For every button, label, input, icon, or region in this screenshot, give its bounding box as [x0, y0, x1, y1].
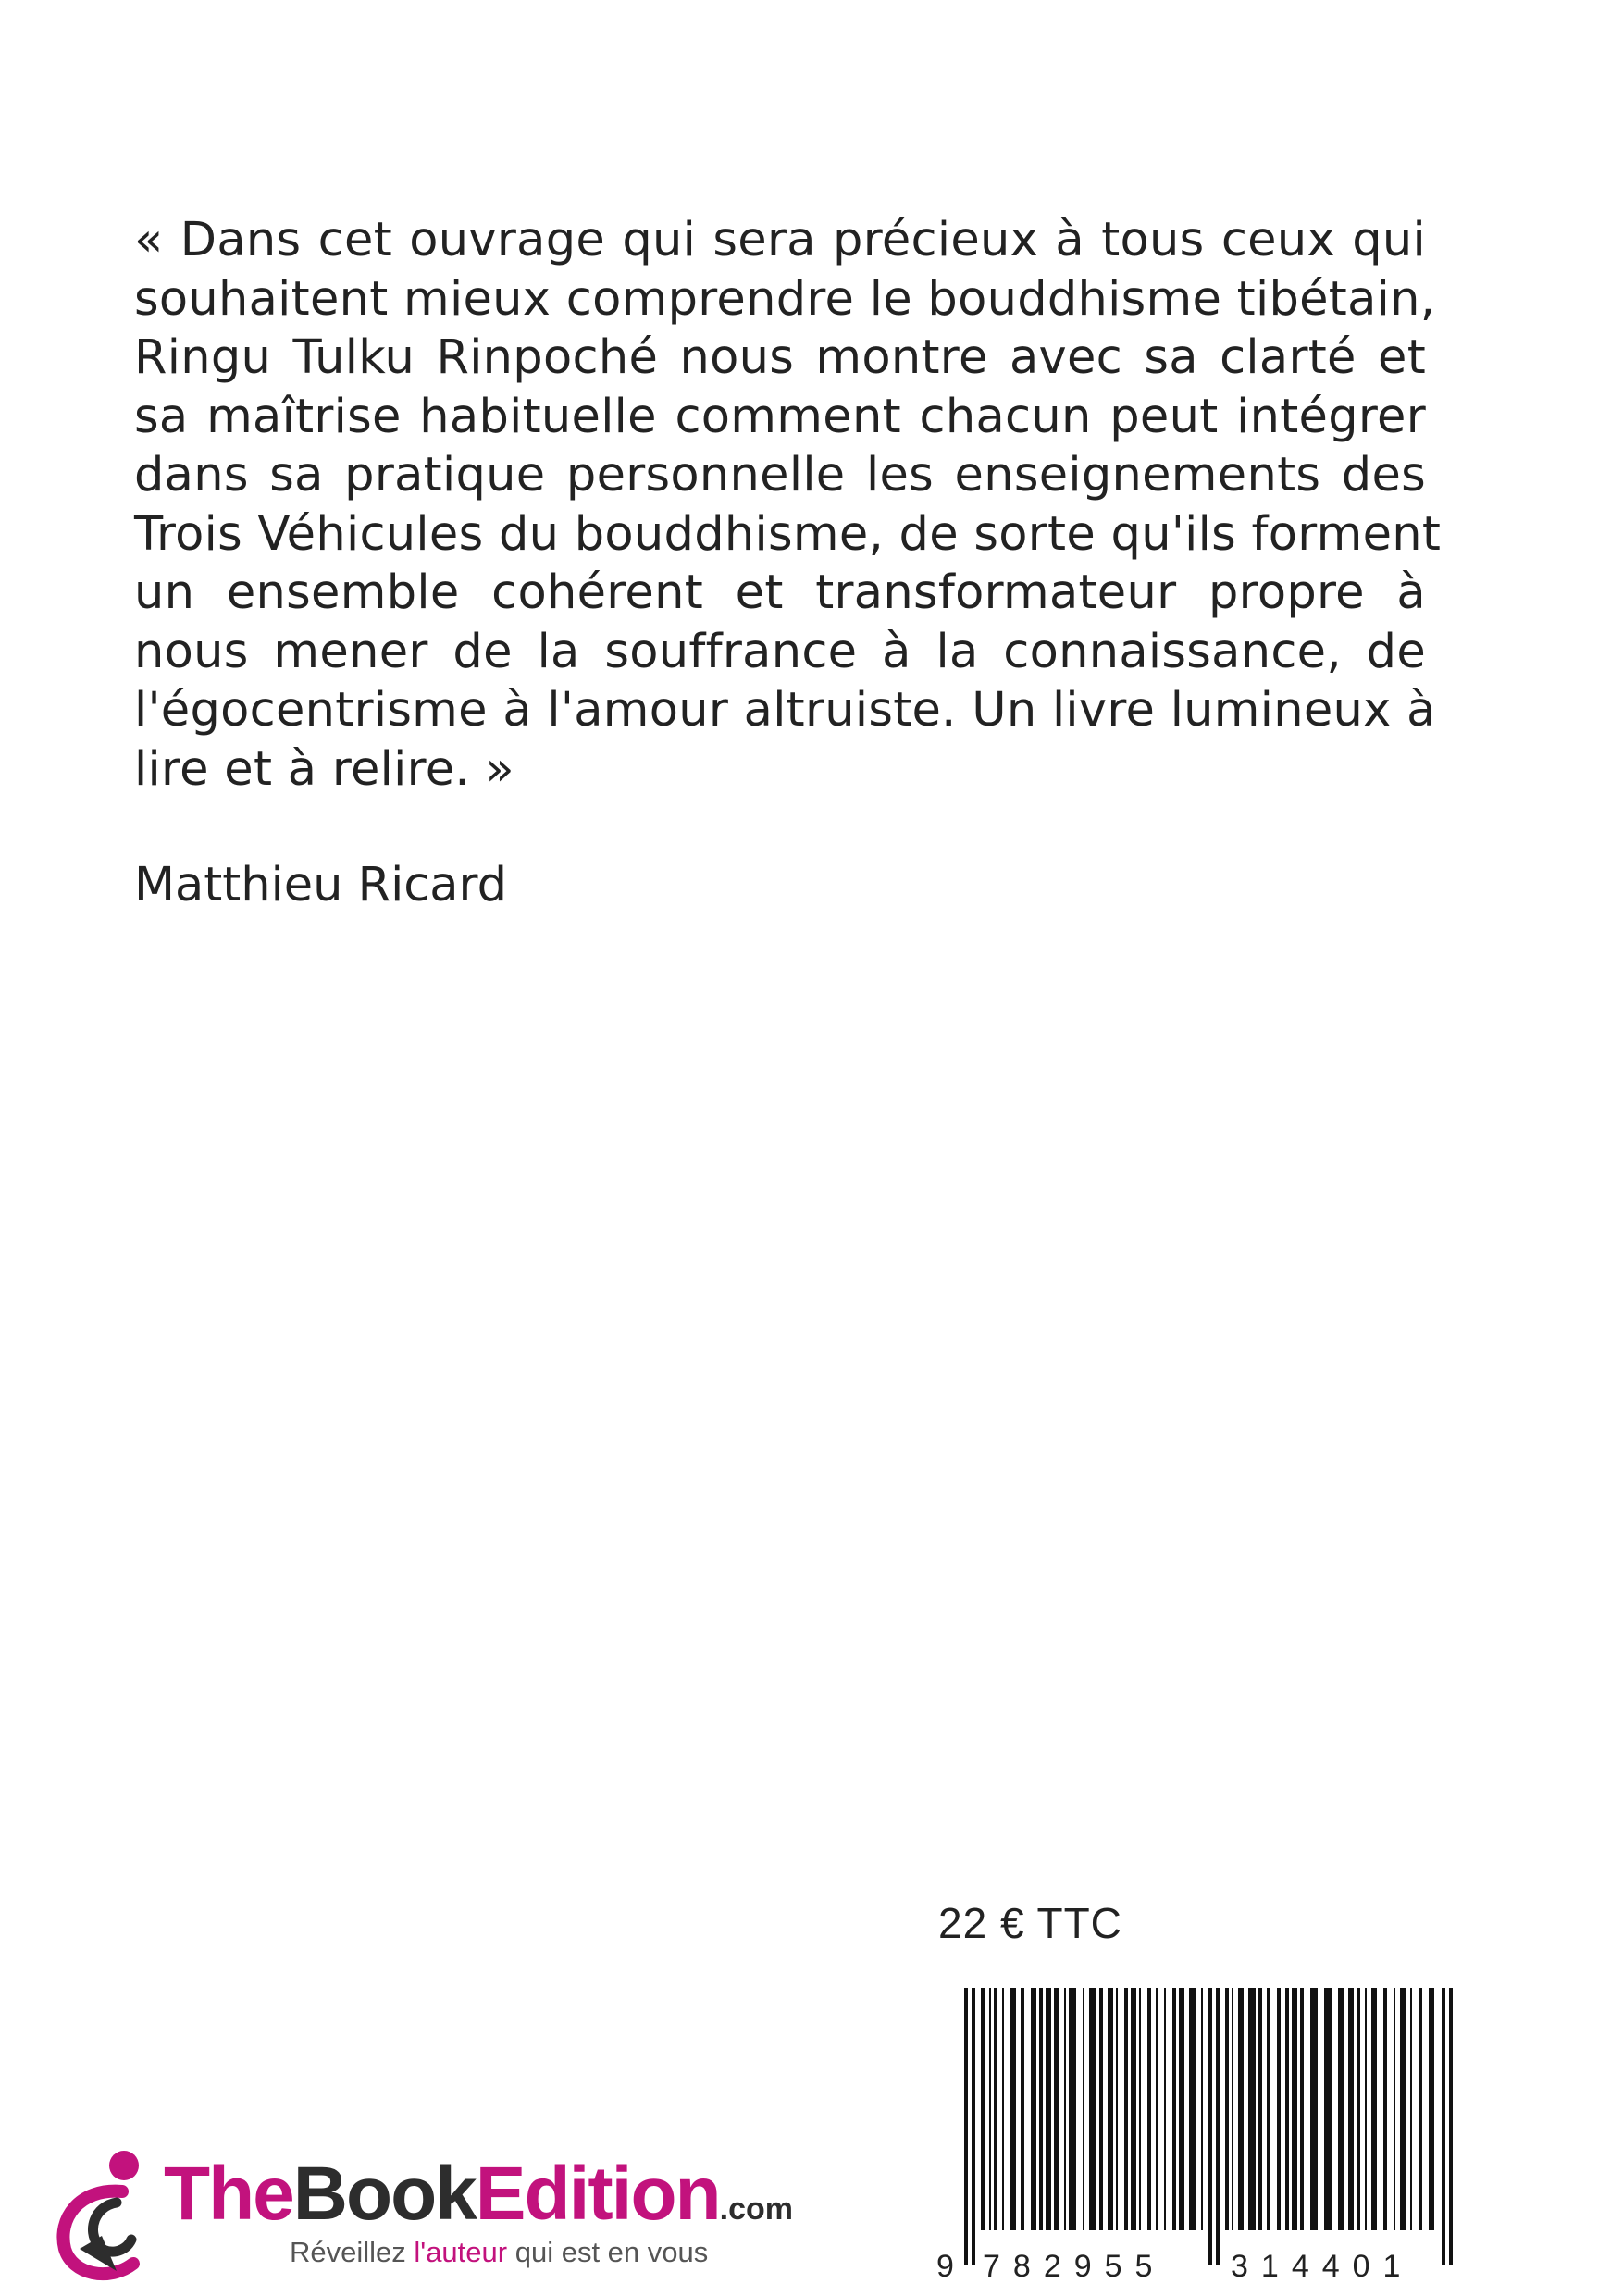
quote-author: Matthieu Ricard [134, 858, 507, 912]
barcode-bar [1124, 1988, 1128, 2230]
barcode-bar [1010, 1988, 1016, 2230]
barcode-bar [1442, 1988, 1445, 2265]
barcode-bar [1172, 1988, 1176, 2230]
barcode-bar [972, 1988, 975, 2265]
back-cover-quote [134, 211, 1442, 799]
barcode-bar [1338, 1988, 1344, 2230]
barcode-bar [1031, 1988, 1036, 2230]
barcode-bar [1201, 1988, 1203, 2230]
barcode-digits-right: 314401 [1231, 2249, 1414, 2284]
barcode-bar [989, 1988, 991, 2230]
barcode-bar [1054, 1988, 1059, 2230]
barcode-bar [1292, 1988, 1297, 2230]
barcode-bar [1419, 1988, 1422, 2230]
barcode-bar [1449, 1988, 1453, 2265]
tagline-accent: l'auteur [414, 2236, 508, 2268]
barcode-bar [964, 1988, 968, 2265]
barcode-bar [1179, 1988, 1184, 2230]
barcode-bar [1258, 1988, 1262, 2230]
barcode-bar [1225, 1988, 1229, 2230]
quote-line: Ringu Tulku Rinpoché nous montre avec sa clarté et [134, 330, 1426, 385]
quote-line: souhaitent mieux comprendre le bouddhisme tibétain, [134, 271, 1436, 327]
quote-line: lire et à relire. » [134, 741, 514, 797]
barcode-bar [1324, 1988, 1332, 2230]
barcode-bar [1083, 1988, 1084, 2230]
barcode-bar [1147, 1988, 1151, 2230]
barcode-bar [1357, 1988, 1360, 2230]
wordmark-edition: Edition [475, 2152, 720, 2236]
barcode-bar [1116, 1988, 1118, 2230]
tagline-end: qui est en vous [507, 2236, 709, 2268]
barcode-bar [1410, 1988, 1412, 2230]
barcode-bar [1156, 1988, 1158, 2230]
isbn-barcode [936, 1988, 1473, 2284]
barcode-bar [1069, 1988, 1076, 2230]
barcode-bar [1232, 1988, 1233, 2230]
barcode-digits-left: 782955 [983, 2249, 1166, 2284]
quote-line: dans sa pratique personnelle les enseignements des [134, 448, 1426, 503]
barcode-bar [1131, 1988, 1136, 2230]
price-label: 22 € TTC [938, 1899, 1122, 1947]
barcode-bar [981, 1988, 985, 2230]
barcode-bar [1108, 1988, 1113, 2230]
quote-line: un ensemble cohérent et transformateur propre à [134, 565, 1426, 620]
barcode-bar [1089, 1988, 1096, 2230]
quote-line: Trois Véhicules du bouddhisme, de sorte qu'ils forment [134, 506, 1442, 562]
barcode-bar [1021, 1988, 1024, 2230]
barcode-bar [994, 1988, 997, 2230]
barcode-digit-lead: 9 [936, 2249, 954, 2284]
person-swirl-icon [37, 2145, 176, 2284]
wordmark-com: .com [719, 2191, 793, 2227]
barcode-bar [1064, 1988, 1066, 2230]
barcode-bar [1208, 1988, 1212, 2265]
barcode-bar [1348, 1988, 1354, 2230]
barcode-bar [1394, 1988, 1395, 2230]
barcode-bar [1400, 1988, 1406, 2230]
wordmark-the: The [164, 2152, 293, 2236]
barcode-bar [1164, 1988, 1166, 2230]
publisher-logo [28, 2145, 805, 2284]
tagline-start: Réveillez [290, 2236, 415, 2268]
barcode-bar [1277, 1988, 1281, 2230]
quote-line: nous mener de la souffrance à la connaissance, de [134, 624, 1426, 679]
barcode-bar [1365, 1988, 1367, 2230]
quote-line: sa maîtrise habituelle comment chacun peut intégrer [134, 389, 1426, 444]
barcode-bar [1046, 1988, 1051, 2230]
barcode-bar [1248, 1988, 1256, 2230]
barcode-bar [1285, 1988, 1289, 2230]
quote-line: l'égocentrisme à l'amour altruiste. Un livre lumineux à [134, 683, 1436, 738]
barcode-bar [1189, 1988, 1196, 2230]
barcode-bar [1099, 1988, 1103, 2230]
barcode-bar [1300, 1988, 1304, 2230]
barcode-bar [1002, 1988, 1004, 2230]
wordmark-book: Book [292, 2152, 476, 2236]
barcode-bar [1139, 1988, 1141, 2230]
barcode-bar [1310, 1988, 1318, 2230]
barcode-bar [1238, 1988, 1244, 2230]
barcode-bar [1429, 1988, 1434, 2230]
barcode-bar [1039, 1988, 1043, 2230]
barcode-bar [1383, 1988, 1387, 2230]
quote-line: « Dans cet ouvrage qui sera précieux à tous ceux qui [134, 213, 1426, 267]
barcode-bar [1216, 1988, 1220, 2265]
barcode-bar [1371, 1988, 1377, 2230]
publisher-tagline [290, 2236, 708, 2269]
barcode-bar [1267, 1988, 1270, 2230]
